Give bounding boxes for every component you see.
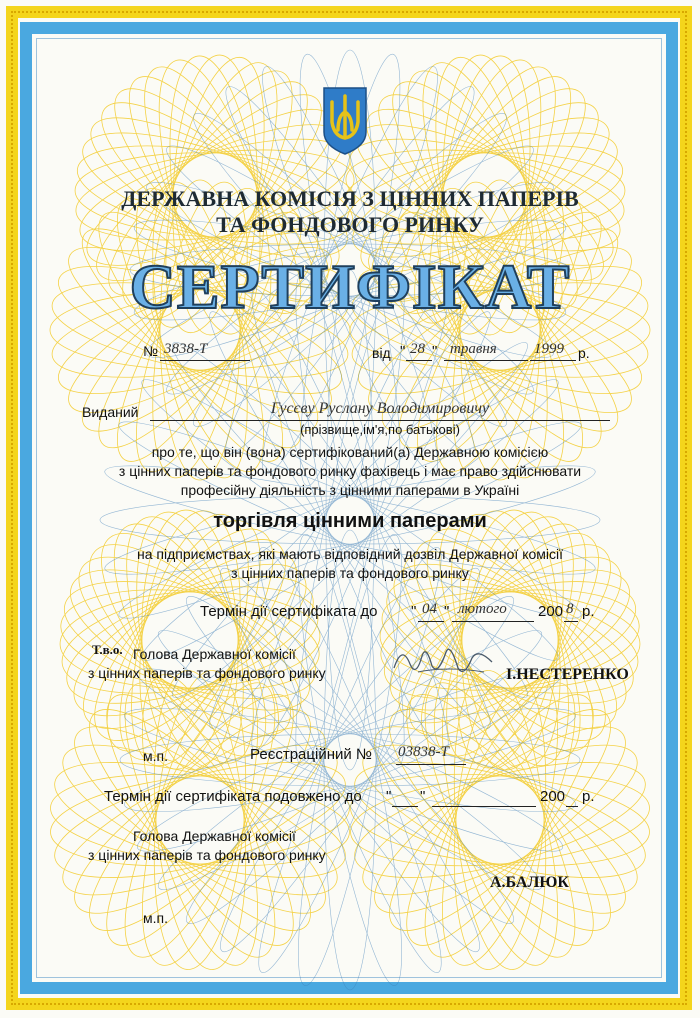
guilloche-yellow-loop <box>92 502 289 778</box>
guilloche-yellow-loop <box>143 667 257 974</box>
registration-underline <box>396 764 466 765</box>
org-name-line1: ДЕРЖАВНА КОМІСІЯ З ЦІННИХ ПАПЕРІВ <box>121 186 579 211</box>
date-open-quote: " <box>400 343 406 360</box>
date-suffix: р. <box>578 345 590 361</box>
year-underline <box>530 360 576 361</box>
validity-month: лютого <box>458 601 507 617</box>
signatory1-title-line1: Голова Державної комісії <box>133 646 296 662</box>
issue-month: травня <box>450 341 497 357</box>
guilloche-yellow-loop <box>55 577 325 704</box>
validity-year-underline <box>564 621 578 622</box>
guilloche-yellow-loop <box>443 667 557 974</box>
acting-prefix: Т.в.о. <box>92 642 123 657</box>
holder-label: Виданий <box>82 404 139 420</box>
month-underline <box>444 360 528 361</box>
validity-month-underline <box>452 621 534 622</box>
stamp2-label: м.п. <box>143 910 168 926</box>
statement-line1: про те, що він (вона) сертифікований(а) Державною комісією <box>151 444 549 460</box>
cert-number: 3838-Т <box>164 341 208 357</box>
extension-close-quote: " <box>420 788 426 805</box>
scope-line1: на підприємствах, які мають відповідний дозвіл Державної комісії <box>136 546 563 562</box>
signatory2-name: А.БАЛЮК <box>490 874 570 891</box>
validity-day: 04 <box>422 601 437 617</box>
extension-open-quote: " <box>386 788 392 805</box>
stamp1-label: м.п. <box>143 748 168 764</box>
holder-underline <box>150 420 610 421</box>
validity-year-digit: 8 <box>566 601 574 617</box>
signatory2-title-line2: з цінних паперів та фондового ринку <box>88 847 326 863</box>
statement-line3: професійну діяльність з цінними паперами в Україні <box>180 482 520 498</box>
extension-year-underline <box>566 806 578 807</box>
signatory2-title-line1: Голова Державної комісії <box>133 828 296 844</box>
signatory1-name: І.НЕСТЕРЕНКО <box>506 666 629 683</box>
date-close-quote: " <box>432 343 438 360</box>
validity-open-quote: " <box>411 603 417 620</box>
registration-label: Реєстраційний № <box>250 746 372 763</box>
validity-suffix: р. <box>582 603 595 620</box>
issue-day: 28 <box>410 341 425 357</box>
issue-year: 1999 <box>534 341 564 357</box>
trident-icon <box>322 86 368 156</box>
extension-label: Термін дії сертифіката подовжено до <box>104 788 362 805</box>
guilloche-yellow-loop <box>345 717 654 924</box>
guilloche-yellow-loop <box>347 763 654 877</box>
number-underline <box>160 360 250 361</box>
holder-name: Гусєву Руслану Володимировичу <box>270 400 490 417</box>
guilloche-yellow-loop <box>347 763 654 877</box>
statement-line2: з цінних паперів та фондового ринку фахівець і має право здійснювати <box>118 463 582 479</box>
validity-day-underline <box>418 621 444 622</box>
day-underline <box>406 360 432 361</box>
number-label: № <box>143 343 159 359</box>
activity-type: торгівля цінними паперами <box>213 510 487 532</box>
scope-line2: з цінних паперів та фондового ринку <box>231 565 469 581</box>
holder-caption: (прізвище,ім'я,по батькові) <box>300 422 460 437</box>
extension-month-underline <box>432 806 536 807</box>
registration-number: 03838-Т <box>398 744 449 760</box>
extension-suffix: р. <box>582 788 595 805</box>
extension-day-underline <box>392 806 418 807</box>
guilloche-yellow-loop <box>143 667 257 974</box>
validity-label: Термін дії сертифіката до <box>200 603 378 620</box>
validity-close-quote: " <box>444 603 450 620</box>
validity-year-prefix: 200 <box>538 603 564 620</box>
guilloche-yellow-loop <box>345 717 654 924</box>
signatory1-title-line2: з цінних паперів та фондового ринку <box>88 665 326 681</box>
date-label: від <box>372 345 391 361</box>
certificate-title: СЕРТИФІКАТ <box>129 251 571 322</box>
signature-1 <box>388 638 498 682</box>
guilloche-yellow-loop <box>443 667 557 974</box>
extension-year-prefix: 200 <box>540 788 566 805</box>
org-name-line2: ТА ФОНДОВОГО РИНКУ <box>216 212 484 237</box>
